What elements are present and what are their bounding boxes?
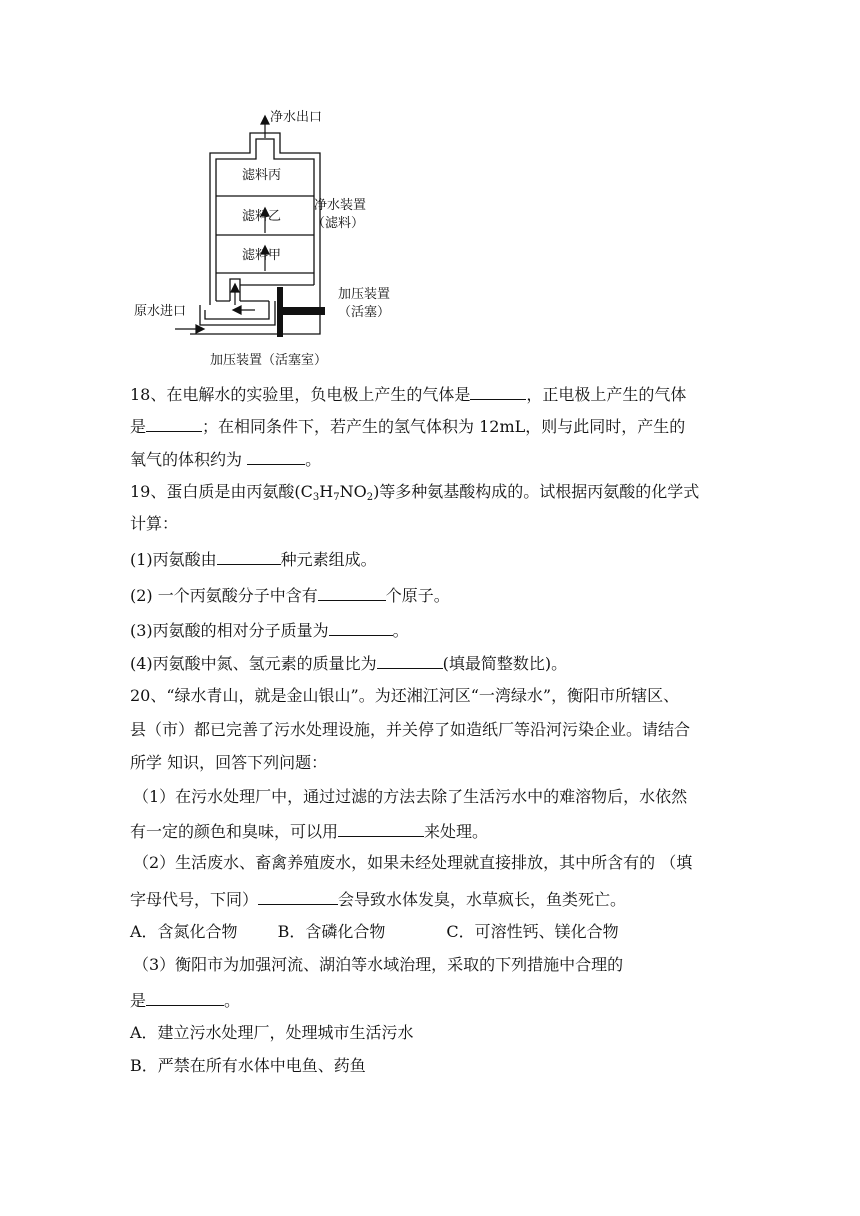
piston-rod	[283, 307, 325, 315]
q18-line-3: 氧气的体积约为 。	[130, 450, 322, 469]
q19-part-1: (1)丙氨酸由 种元素组成。	[130, 550, 377, 569]
q20-sub3-option-a: A．建立污水处理厂，处理城市生活污水	[130, 1023, 414, 1042]
q20-line-3: 所学 知识，回答下列问题：	[130, 753, 328, 772]
outlet-arrow-icon	[261, 116, 269, 124]
q19-line-1: 19、蛋白质是由丙氨酸$(C_3H_7NO_2)$等多种氨基酸构成的。试根据丙氨酸的化学式	[130, 482, 700, 503]
answer-blank[interactable]	[377, 652, 443, 669]
option-c: C．可溶性钙、镁化合物	[446, 922, 619, 941]
q19-line-2: 计算：	[130, 514, 179, 533]
answer-blank[interactable]	[329, 619, 393, 636]
answer-blank[interactable]	[146, 989, 224, 1006]
answer-blank[interactable]	[146, 415, 202, 432]
q20-sub3-line-2: 是 。	[130, 991, 241, 1010]
inlet-arrow-icon	[196, 325, 204, 333]
flow-arrow-icon	[231, 284, 239, 292]
piston-sublabel: （活塞）	[338, 305, 391, 320]
q20-sub3-option-b: B．严禁在所有水体中电鱼、药鱼	[130, 1056, 366, 1075]
filter-b-label: 滤料乙	[242, 209, 282, 224]
device-sublabel: （滤料）	[312, 216, 365, 231]
flow-arrow-icon	[233, 306, 241, 314]
answer-blank[interactable]	[217, 548, 281, 565]
q19-part-2: (2) 一个丙氨酸分子中含有 个原子。	[130, 586, 450, 605]
q20-sub3-line-1: （3）衡阳市为加强河流、湖泊等水域治理，采取的下列措施中合理的	[133, 955, 624, 974]
q20-line-1: 20、“绿水青山，就是金山银山”。为还湘江河区“一湾绿水”，衡阳市所辖区、	[130, 686, 680, 705]
piston-head	[277, 287, 283, 337]
water-purifier-diagram	[130, 105, 410, 375]
q20-options	[130, 922, 619, 942]
q19-part-4: (4)丙氨酸中氮、氢元素的质量比为 (填最简整数比)。	[130, 654, 568, 673]
inlet-label: 原水进口	[134, 304, 187, 319]
q20-line-2: 县（市）都已完善了污水处理设施，并关停了如造纸厂等沿河污染企业。请结合	[130, 720, 691, 739]
answer-blank[interactable]	[338, 820, 424, 837]
chamber-floor	[190, 318, 320, 334]
option-b: B．含磷化合物	[277, 922, 386, 941]
q20-sub2-line-1: （2）生活废水、畜禽养殖废水，如果未经处理就直接排放，其中所含有的 （填	[133, 853, 693, 872]
filter-c-label: 滤料丙	[242, 168, 282, 183]
answer-blank[interactable]	[247, 448, 305, 465]
answer-blank[interactable]	[318, 584, 386, 601]
inlet-pipe-outer	[200, 301, 275, 325]
filter-a-label: 滤料甲	[242, 248, 282, 263]
q20-sub2-line-2: 字母代号，下同） 会导致水体发臭，水草疯长，鱼类死亡。	[130, 890, 627, 909]
answer-blank[interactable]	[258, 888, 338, 905]
purifier-drawing	[130, 105, 410, 375]
q18-line-2: 是 ；在相同条件下，若产生的氢气体积为 12mL，则与此同时，产生的	[130, 417, 686, 436]
q18-line-1: 18、在电解水的实验里，负电极上产生的气体是 ，正电极上产生的气体	[130, 385, 687, 404]
option-a: A．含氮化合物	[130, 922, 238, 941]
device-label: 净水装置	[314, 198, 367, 213]
chamber-label: 加压装置（活塞室）	[210, 353, 328, 368]
outlet-label: 净水出口	[270, 110, 323, 125]
answer-blank[interactable]	[470, 383, 526, 400]
q20-sub1-line-1: （1）在污水处理厂中，通过过滤的方法去除了生活污水中的难溶物后，水依然	[133, 787, 688, 806]
piston-label: 加压装置	[338, 287, 391, 302]
q19-part-3: (3)丙氨酸的相对分子质量为 。	[130, 621, 409, 640]
q20-sub1-line-2: 有一定的颜色和臭味，可以用 来处理。	[130, 822, 489, 841]
